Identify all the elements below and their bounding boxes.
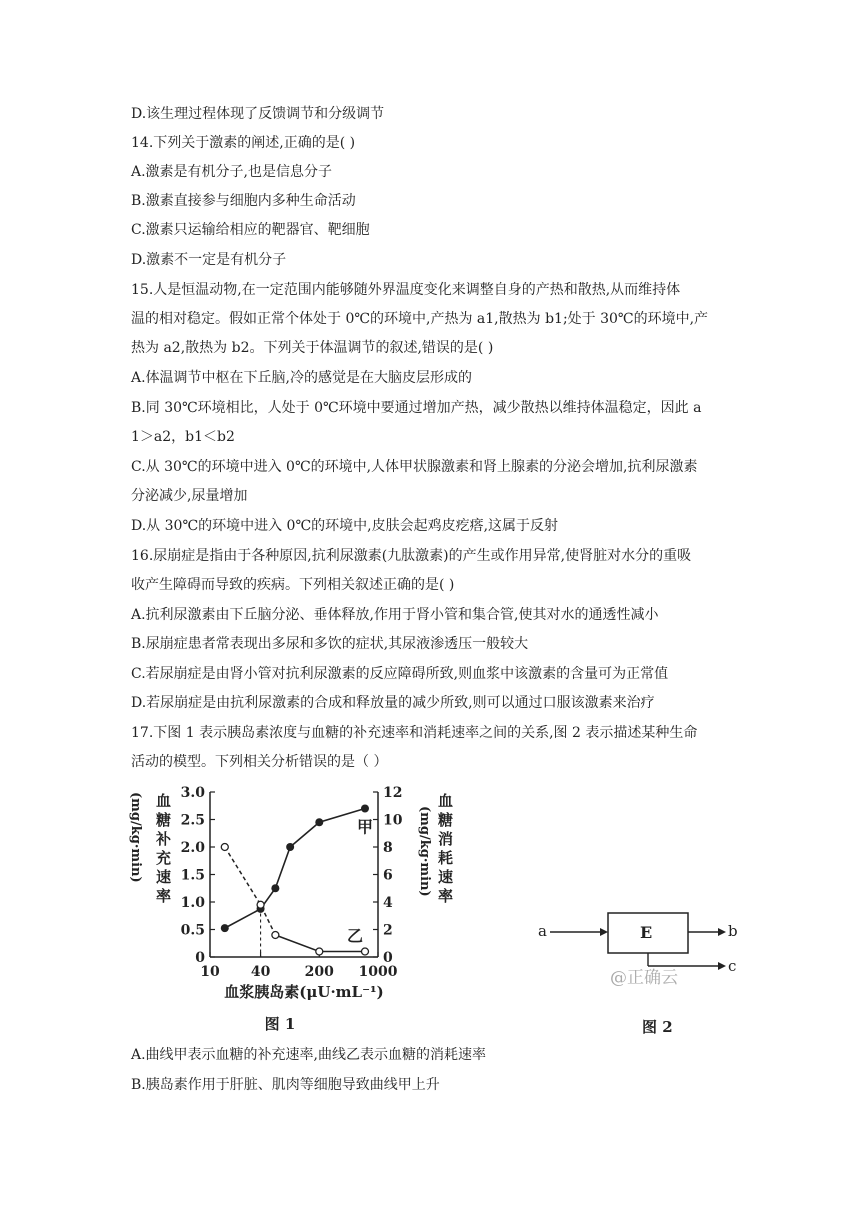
series-yi-point bbox=[221, 844, 228, 851]
x-tick-label: 200 bbox=[304, 964, 334, 980]
label-b: b bbox=[728, 922, 738, 940]
text-line: B.激素直接参与细胞内多种生命活动 bbox=[131, 193, 356, 209]
text-line: 分泌减少,尿量增加 bbox=[131, 488, 248, 504]
series-jia-line bbox=[225, 809, 365, 929]
left-tick-label: 2.0 bbox=[180, 840, 205, 856]
text-line: C.若尿崩症是由肾小管对抗利尿激素的反应障碍所致,则血浆中该激素的含量可为正常值 bbox=[131, 666, 669, 682]
text-line: 1＞a2，b1＜b2 bbox=[131, 429, 235, 445]
series-yi-point bbox=[316, 948, 323, 955]
option-line: A.曲线甲表示血糖的补充速率,曲线乙表示血糖的消耗速率 bbox=[131, 1047, 487, 1063]
series-yi-point bbox=[257, 901, 264, 908]
right-tick-label: 12 bbox=[383, 785, 403, 801]
series-yi-point bbox=[272, 932, 279, 939]
option-line: B.胰岛素作用于肝脏、肌肉等细胞导致曲线甲上升 bbox=[131, 1077, 440, 1093]
text-line: 温的相对稳定。假如正常个体处于 0℃的环境中,产热为 a1,散热为 b1;处于 30℃的环境中,产 bbox=[131, 311, 709, 327]
left-tick-label: 1.0 bbox=[180, 895, 205, 911]
text-line: 16.尿崩症是指由于各种原因,抗利尿激素(九肽激素)的产生或作用异常,使肾脏对水分的重吸 bbox=[131, 548, 692, 564]
right-tick-label: 0 bbox=[383, 950, 393, 966]
left-axis-label-char: 糖 bbox=[156, 811, 172, 829]
text-line: 17.下图 1 表示胰岛素浓度与血糖的补充速率和消耗速率之间的关系,图 2 表示描述某种生命 bbox=[131, 725, 698, 741]
left-tick-label: 0.5 bbox=[180, 922, 205, 939]
left-tick-label: 0 bbox=[195, 950, 205, 966]
series-jia-point bbox=[361, 805, 369, 813]
figure-1-caption: 图 1 bbox=[264, 1015, 296, 1033]
watermark: @正确云 bbox=[610, 968, 678, 988]
right-axis-label-char: 糖 bbox=[438, 811, 454, 829]
series-yi-dashed-line bbox=[225, 847, 276, 935]
left-axis-label-char: 补 bbox=[156, 830, 172, 848]
right-axis-label-char: 耗 bbox=[438, 849, 454, 867]
right-tick-label: 2 bbox=[383, 922, 393, 939]
text-line: B.尿崩症患者常表现出多尿和多饮的症状,其尿液渗透压一般较大 bbox=[131, 636, 529, 652]
x-tick-label: 1000 bbox=[358, 964, 398, 980]
right-axis-label-char: 率 bbox=[438, 887, 454, 905]
left-axis-label-char: 充 bbox=[156, 849, 172, 867]
text-line: 收产生障碍而导致的疾病。下列相关叙述正确的是( ) bbox=[131, 577, 455, 593]
figure-2-diagram bbox=[530, 895, 750, 1045]
left-axis-label-char: 率 bbox=[156, 887, 172, 905]
text-line: C.从 30℃的环境中进入 0℃的环境中,人体甲状腺激素和肾上腺素的分泌会增加,抗利尿激素 bbox=[131, 459, 698, 475]
series-jia-point bbox=[271, 884, 279, 892]
text-line: 热为 a2,散热为 b2。下列关于体温调节的叙述,错误的是( ) bbox=[131, 340, 494, 356]
left-tick-label: 2.5 bbox=[180, 812, 205, 829]
text-line: 15.人是恒温动物,在一定范围内能够随外界温度变化来调整自身的产热和散热,从而维持体 bbox=[131, 282, 681, 298]
text-line: 14.下列关于激素的阐述,正确的是( ) bbox=[131, 135, 356, 151]
text-line: D.若尿崩症是由抗利尿激素的合成和释放量的减少所致,则可以通过口服该激素来治疗 bbox=[131, 695, 655, 711]
left-axis-label-char: 速 bbox=[156, 868, 172, 886]
series-jia-label: 甲 bbox=[356, 817, 374, 837]
text-line: 活动的模型。下列相关分析错误的是（ ） bbox=[131, 754, 388, 770]
text-line: C.激素只运输给相应的靶器官、靶细胞 bbox=[131, 222, 370, 238]
left-tick-label: 3.0 bbox=[180, 785, 205, 801]
right-tick-label: 8 bbox=[383, 840, 393, 856]
left-axis-label-char: 血 bbox=[156, 792, 172, 810]
right-axis-unit: (mg/kg·min) bbox=[417, 806, 432, 897]
text-line: A.激素是有机分子,也是信息分子 bbox=[131, 164, 333, 180]
series-jia-point bbox=[221, 924, 229, 932]
right-axis-label-char: 消 bbox=[438, 830, 454, 848]
label-c: c bbox=[728, 957, 737, 975]
right-tick-label: 10 bbox=[383, 812, 403, 829]
text-line: A.抗利尿激素由下丘脑分泌、垂体释放,作用于肾小管和集合管,使其对水的通透性减小 bbox=[131, 607, 659, 623]
right-tick-label: 6 bbox=[383, 867, 393, 884]
right-tick-label: 4 bbox=[383, 895, 393, 911]
chart-labels bbox=[128, 785, 453, 1033]
text-line: B.同 30℃环境相比，人处于 0℃环境中要通过增加产热，减少散热以维持体温稳定，因此 a bbox=[131, 400, 702, 416]
left-tick-label: 1.5 bbox=[180, 867, 205, 884]
label-a: a bbox=[538, 922, 547, 940]
label-e: E bbox=[640, 923, 653, 942]
text-line: D.该生理过程体现了反馈调节和分级调节 bbox=[131, 106, 385, 122]
x-tick-label: 40 bbox=[250, 964, 271, 980]
series-jia-point bbox=[286, 843, 294, 851]
x-tick-label: 10 bbox=[200, 964, 220, 980]
series-jia-point bbox=[315, 818, 323, 826]
figure-1-chart bbox=[120, 782, 454, 1044]
text-line: D.从 30℃的环境中进入 0℃的环境中,皮肤会起鸡皮疙瘩,这属于反射 bbox=[131, 518, 559, 534]
x-axis-label: 血浆胰岛素(μU·mL⁻¹) bbox=[224, 983, 384, 1001]
series-yi-point bbox=[361, 948, 368, 955]
series-yi-label: 乙 bbox=[346, 926, 364, 946]
text-line: D.激素不一定是有机分子 bbox=[131, 252, 287, 268]
left-axis-unit: (mg/kg·min) bbox=[128, 792, 143, 883]
right-axis-label-char: 血 bbox=[438, 792, 454, 810]
text-line: A.体温调节中枢在下丘脑,冷的感觉是在大脑皮层形成的 bbox=[131, 370, 473, 386]
right-axis-label-char: 速 bbox=[438, 868, 454, 886]
figure-2-caption: 图 2 bbox=[642, 1018, 673, 1036]
